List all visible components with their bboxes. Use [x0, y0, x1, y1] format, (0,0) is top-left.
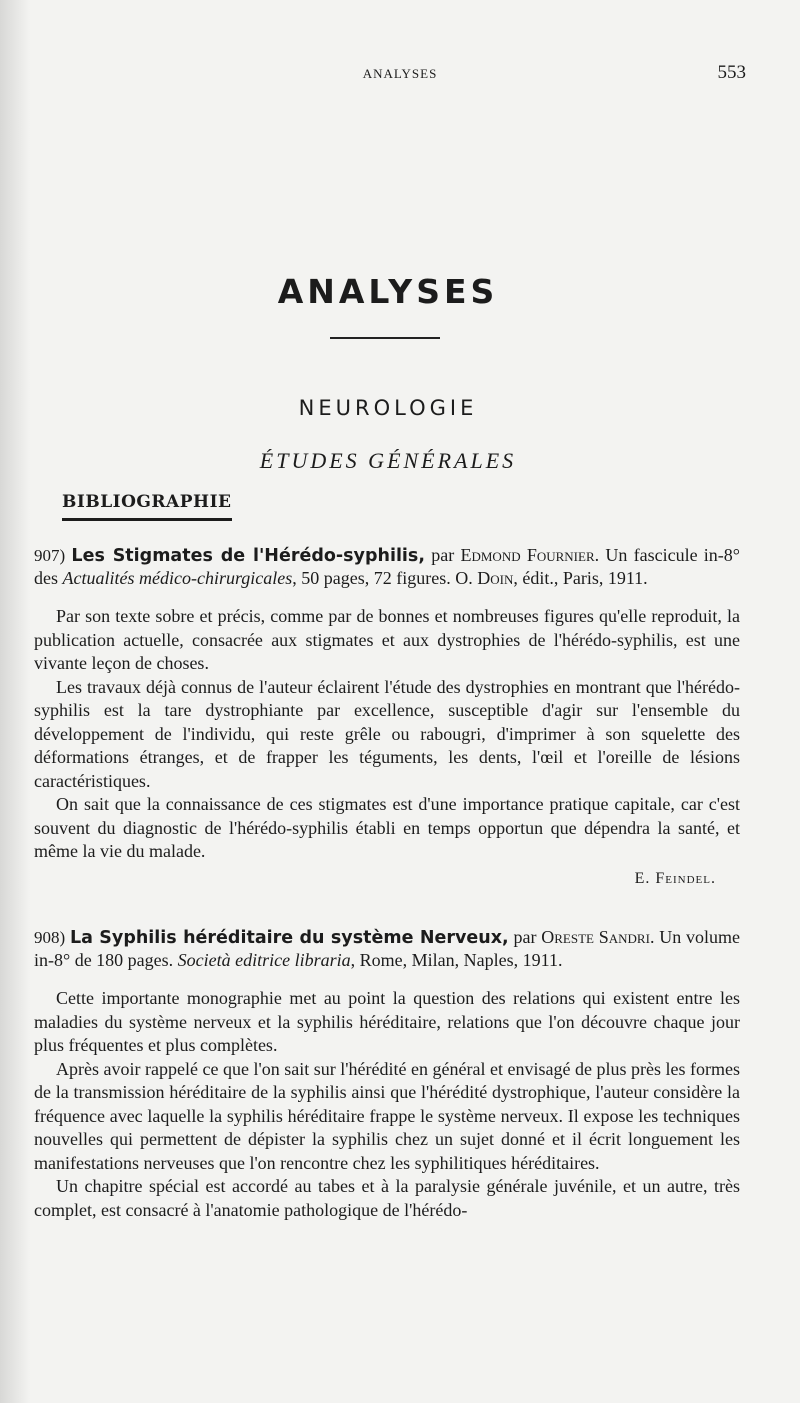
page-edge-shadow: [0, 0, 30, 1403]
article-series: Società editrice libraria: [177, 950, 351, 970]
article-heading: [34, 926, 740, 971]
article-paragraph: On sait que la connaissance de ces stigmates est d'une importance pratique capitale, car c'est souvent du diagnostic de l'hérédo-syphilis établi en temps opportun que dépendra la santé, et même la vie du malade.: [34, 794, 740, 861]
article-by: par: [431, 545, 455, 565]
article-number: 908): [34, 928, 66, 947]
rubric-heading: BIBLIOGRAPHIE: [62, 492, 232, 521]
article-series: Actualités médico-chirurgicales: [62, 568, 293, 588]
article-author: Oreste Sandri: [541, 927, 650, 947]
article-signature: E. Feindel.: [634, 869, 716, 887]
article-publication-a: . Un fascicule in-8° des: [34, 545, 741, 588]
article-publication-b: , 50 pages, 72 figures. O.: [292, 568, 478, 588]
article-title: Les Stigmates de l'Hérédo-syphilis,: [71, 546, 425, 566]
article-publication-c: , édit., Paris, 1911.: [513, 568, 648, 588]
article-by: par: [513, 927, 537, 947]
article-paragraph: Par son texte sobre et précis, comme par de bonnes et nombreuses figures qu'elle reproduit, la publication actuelle, consacrée aux stigmates et aux dystrophies de l'hérédo-syphilis, est une vivante leçon de choses.: [34, 606, 740, 673]
article-907: [34, 544, 740, 888]
article-publication-a: . Un volume in-8° de 180 pages.: [34, 927, 741, 970]
section-title: NEUROLOGIE: [298, 396, 478, 420]
running-header: ANALYSES: [362, 66, 438, 81]
title-divider: [330, 337, 440, 339]
article-publisher: Doin: [477, 568, 514, 588]
article-paragraph: Les travaux déjà connus de l'auteur éclairent l'étude des dystrophies en montrant que l'hérédo-syphilis est la tare dystrophiante par excellence, susceptible d'agir sur l'ensemble du développement de l'individu, qui reste grêle ou rabougri, d'imprimer à son squelette des déformations étranges, et de frapper les téguments, les dents, l'œil et l'oreille de lésions caractéristiques.: [34, 676, 740, 791]
page-title: ANALYSES: [277, 272, 499, 311]
article-heading: [34, 544, 740, 589]
article-paragraph: Cette importante monographie met au point la question des relations qui existent entre les maladies du système nerveux et la syphilis héréditaire, relations que l'on découvre chaque jour plus fréquentes et plus complètes.: [34, 988, 740, 1055]
article-908: [34, 926, 740, 1222]
article-paragraph: Un chapitre spécial est accordé au tabes et à la paralysie générale juvénile, et un autre, très complet, est consacré à l'anatomie pathologique de l'hérédo-: [34, 1176, 740, 1220]
page-number: 553: [717, 62, 746, 83]
article-number: 907): [34, 546, 66, 565]
article-paragraph: Après avoir rappelé ce que l'on sait sur l'hérédité en général et envisagé de plus près les formes de la transmission héréditaire de la syphilis ainsi que l'hérédité dystrophique, l'auteur considère la fréquence avec laquelle la syphilis héréditaire frappe le système nerveux. Il expose les techniques nouvelles qui permettent de dépister la syphilis chez un sujet donné et il écrit longuement les manifestations nerveuses que l'on rencontre chez les syphilitiques héréditaires.: [34, 1058, 740, 1173]
article-publication-b: , Rome, Milan, Naples, 1911.: [350, 950, 563, 970]
article-title: La Syphilis héréditaire du système Nerveux,: [69, 928, 509, 948]
subsection-title: ÉTUDES GÉNÉRALES: [259, 448, 517, 473]
article-author: Edmond Fournier: [460, 545, 595, 565]
